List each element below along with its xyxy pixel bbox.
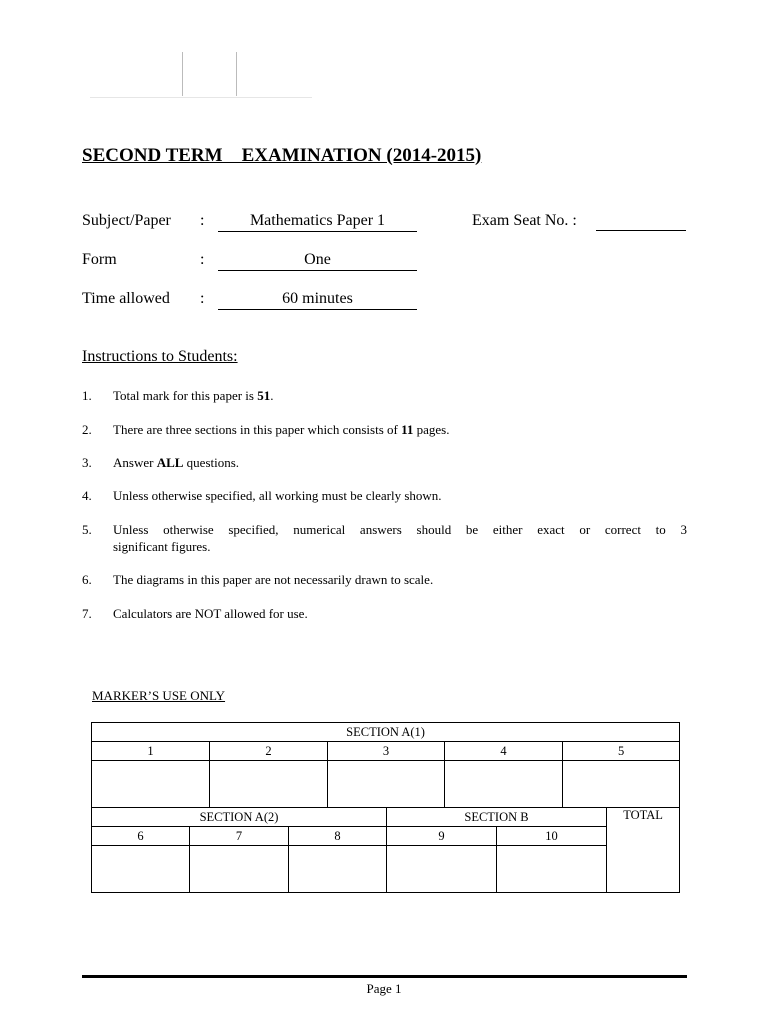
- question-number: 5: [563, 742, 680, 761]
- colon: :: [200, 251, 205, 268]
- item-text-part: pages.: [413, 422, 450, 437]
- instruction-item: [82, 454, 687, 472]
- question-number: 6: [92, 827, 190, 846]
- question-number: 9: [387, 827, 497, 846]
- section-a1-header: SECTION A(1): [92, 723, 680, 742]
- item-number: 6.: [82, 572, 92, 587]
- time-value: 60 minutes: [218, 290, 417, 310]
- logo-mark: [182, 52, 183, 96]
- item-text-part: Answer: [113, 455, 157, 470]
- item-text: Unless otherwise specified, numerical answers should be either exact or correct to 3: [113, 522, 687, 537]
- exam-seat-field[interactable]: [596, 230, 686, 231]
- subject-row: [82, 212, 422, 234]
- item-text-part: There are three sections in this paper which consists of: [113, 422, 402, 437]
- mark-cell[interactable]: [563, 761, 680, 808]
- form-label: Form: [82, 251, 117, 268]
- item-number: 4.: [82, 488, 92, 503]
- form-row: [82, 251, 422, 273]
- mark-cell[interactable]: [328, 761, 445, 808]
- form-value: One: [218, 251, 417, 271]
- question-number: 3: [328, 742, 445, 761]
- instructions-heading: Instructions to Students:: [82, 348, 238, 365]
- mark-cell[interactable]: [92, 846, 190, 893]
- time-label: Time allowed: [82, 290, 170, 307]
- section-b-header: SECTION B: [387, 808, 607, 827]
- instruction-item: [82, 421, 687, 439]
- total-cell[interactable]: [607, 808, 680, 893]
- item-text: Calculators are NOT allowed for use.: [113, 606, 308, 621]
- question-number: 7: [190, 827, 289, 846]
- exam-seat-label: Exam Seat No. :: [472, 212, 577, 229]
- marker-heading: MARKER’S USE ONLY: [92, 688, 226, 703]
- question-number: 2: [210, 742, 328, 761]
- colon: :: [200, 212, 205, 229]
- item-number: 7.: [82, 606, 92, 621]
- mark-cell[interactable]: [445, 761, 563, 808]
- item-emphasis: 51: [257, 388, 271, 403]
- item-text: [113, 387, 687, 404]
- item-text-part: questions.: [183, 455, 240, 470]
- logo-mark: [236, 52, 237, 96]
- mark-cell[interactable]: [497, 846, 607, 893]
- question-number: 8: [289, 827, 387, 846]
- logo-underline: [90, 97, 312, 98]
- instruction-item: [82, 487, 687, 505]
- item-text-part: Total mark for this paper is: [113, 388, 258, 403]
- instruction-item: [82, 387, 687, 405]
- mark-cell[interactable]: [289, 846, 387, 893]
- time-row: [82, 290, 422, 312]
- instruction-item: [82, 605, 687, 623]
- item-text: [113, 454, 687, 471]
- item-emphasis: ALL: [156, 455, 184, 470]
- school-logo-area: [90, 50, 312, 98]
- item-emphasis: 11: [401, 422, 414, 437]
- item-number: 5.: [82, 522, 92, 537]
- item-text: [113, 421, 687, 438]
- mark-cell[interactable]: [92, 761, 210, 808]
- item-text-continued: significant figures.: [113, 539, 211, 554]
- footer-rule: [82, 975, 687, 978]
- page-number: Page 1: [366, 981, 402, 996]
- question-number: 1: [92, 742, 210, 761]
- instruction-item: [82, 571, 687, 589]
- item-number: 2.: [82, 422, 92, 437]
- mark-cell[interactable]: [387, 846, 497, 893]
- mark-cell[interactable]: [210, 761, 328, 808]
- marker-table: [91, 722, 680, 893]
- exam-title: SECOND TERM EXAMINATION (2014-2015): [82, 145, 482, 166]
- item-number: 3.: [82, 455, 92, 470]
- item-number: 1.: [82, 388, 92, 403]
- instruction-item: [82, 521, 687, 557]
- subject-value: Mathematics Paper 1: [218, 212, 417, 232]
- item-text-part: .: [270, 388, 274, 403]
- question-number: 4: [445, 742, 563, 761]
- section-a2-header: SECTION A(2): [92, 808, 387, 827]
- mark-cell[interactable]: [190, 846, 289, 893]
- item-text: The diagrams in this paper are not necessarily drawn to scale.: [113, 572, 434, 587]
- item-text: Unless otherwise specified, all working must be clearly shown.: [113, 488, 442, 503]
- total-header: TOTAL: [623, 808, 663, 822]
- subject-label: Subject/Paper: [82, 212, 171, 229]
- colon: :: [200, 290, 205, 307]
- question-number: 10: [497, 827, 607, 846]
